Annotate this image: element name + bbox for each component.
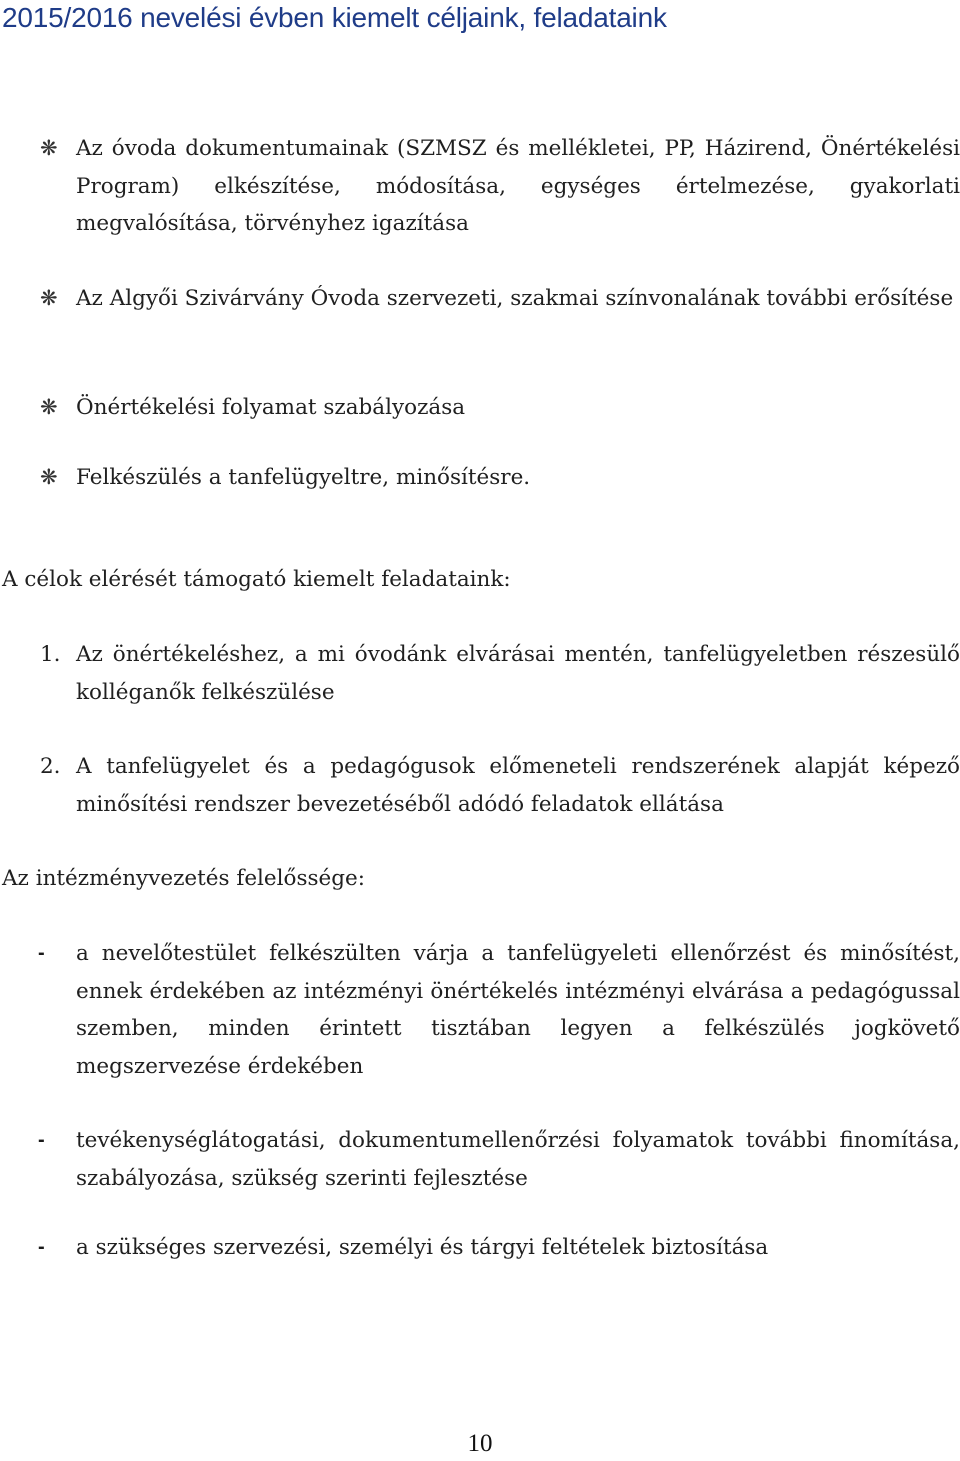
snowflake-bullet-icon: ❋ xyxy=(40,136,58,160)
page-title: 2015/2016 nevelési évben kiemelt céljaink, feladataink xyxy=(2,2,667,33)
dash-bullet: - xyxy=(38,1129,45,1151)
dash-bullet: - xyxy=(38,1236,45,1258)
page-number: 10 xyxy=(467,1430,493,1457)
snowflake-bullet-icon: ❋ xyxy=(40,465,58,489)
responsibility-text: a szükséges szervezési, személyi és tárgyi feltételek biztosítása xyxy=(76,1235,769,1260)
goal-text: Az óvoda dokumentumainak (SZMSZ és mellékletei, PP, Házirend, Önértékelési Program) elkészítése, módosítása, egységes értelmezése, gyakorlati megvalósítása, törvényhez igazítása xyxy=(76,136,960,236)
tasks-heading: A célok elérését támogató kiemelt feladataink: xyxy=(2,567,511,592)
responsibility-text: a nevelőtestület felkészülten várja a tanfelügyeleti ellenőrzést és minősítést, ennek érdekében az intézményi önértékelés intézményi elvárása a pedagógussal szemben, minden érintett tisztában legyen a felkészülés jogkövető megszervezése érdekében xyxy=(76,941,960,1079)
dash-bullet: - xyxy=(38,942,45,964)
goal-text: Önértékelési folyamat szabályozása xyxy=(76,395,466,420)
task-text: Az önértékeléshez, a mi óvodánk elvárásai mentén, tanfelügyeletben részesülő kolléganők felkészülése xyxy=(76,642,960,705)
responsibility-heading: Az intézményvezetés felelőssége: xyxy=(2,866,365,891)
snowflake-bullet-icon: ❋ xyxy=(40,286,58,310)
responsibility-text: tevékenységlátogatási, dokumentumellenőrzési folyamatok további finomítása, szabályozása, szükség szerinti fejlesztése xyxy=(76,1128,960,1191)
task-number: 2. xyxy=(40,754,61,779)
task-number: 1. xyxy=(40,642,61,667)
goal-text: Az Algyői Szivárvány Óvoda szervezeti, szakmai színvonalának további erősítése xyxy=(76,286,954,311)
goal-text: Felkészülés a tanfelügyeltre, minősítésre. xyxy=(76,465,531,490)
snowflake-bullet-icon: ❋ xyxy=(40,395,58,419)
task-text: A tanfelügyelet és a pedagógusok előmeneteli rendszerének alapját képező minősítési rendszer bevezetéséből adódó feladatok ellátása xyxy=(76,754,960,817)
